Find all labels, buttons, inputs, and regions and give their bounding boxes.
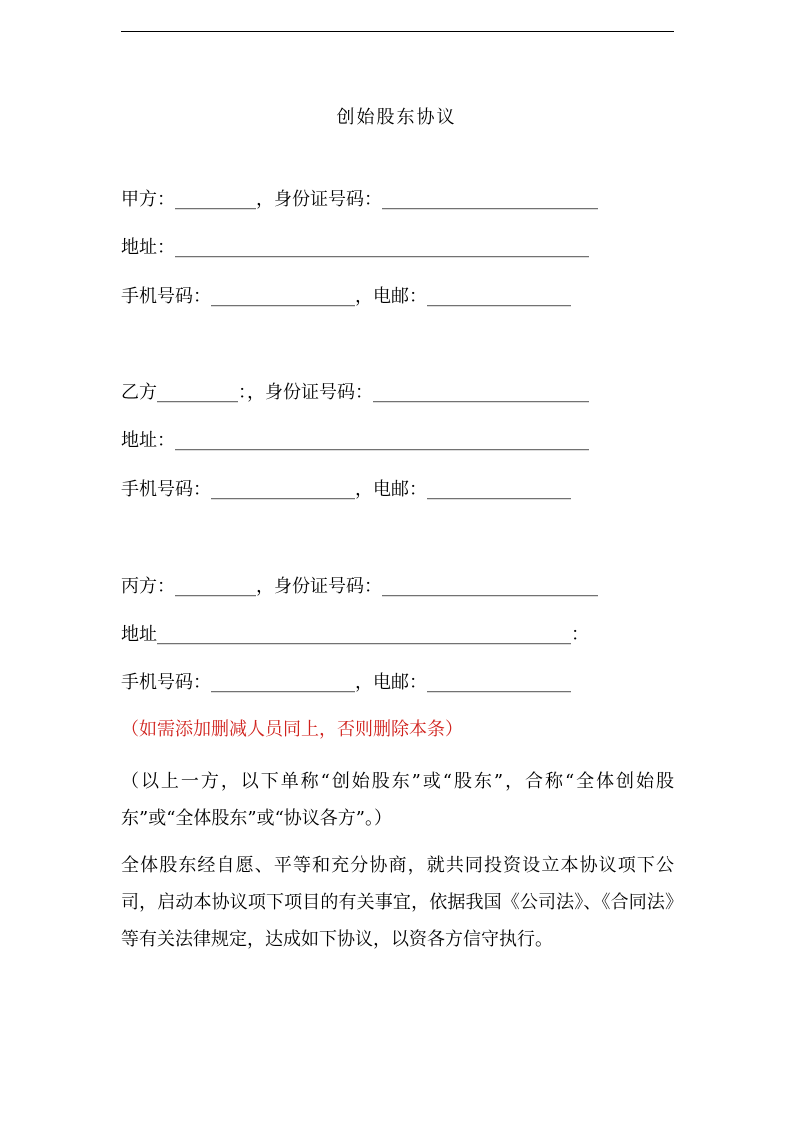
party-c-contact-line: 手机号码：________________，电邮：________________ <box>121 672 571 693</box>
party-a-address-line: 地址：______________________________________________ <box>121 237 589 258</box>
header-rule <box>121 31 674 32</box>
party-b-address-line: 地址：______________________________________________ <box>121 430 589 451</box>
party-c-address-line: 地址______________________________________________： <box>121 624 589 645</box>
edit-instruction-note: （如需添加删减人员同上，否则删除本条） <box>121 719 463 740</box>
party-b-id-line: 乙方_________：，身份证号码：________________________ <box>121 382 589 403</box>
party-c-id-line: 丙方：_________，身份证号码：________________________ <box>121 576 598 597</box>
preamble-paragraph: 全体股东经自愿、平等和充分协商，就共同投资设立本协议项下公司，启动本协议项下项目的有关事宜，依据我国《公司法》、《合同法》等有关法律规定，达成如下协议，以资各方信守执行。 <box>121 855 674 950</box>
definition-paragraph: （以上一方，以下单称“创始股东”或“股东”，合称“全体创始股东”或“全体股东”或“协议各方”。） <box>121 771 674 829</box>
party-b-contact-line: 手机号码：________________，电邮：________________ <box>121 479 571 500</box>
party-a-id-line: 甲方：_________，身份证号码：________________________ <box>121 189 598 210</box>
document-title: 创始股东协议 <box>336 107 457 128</box>
party-a-contact-line: 手机号码：________________，电邮：________________ <box>121 286 571 307</box>
